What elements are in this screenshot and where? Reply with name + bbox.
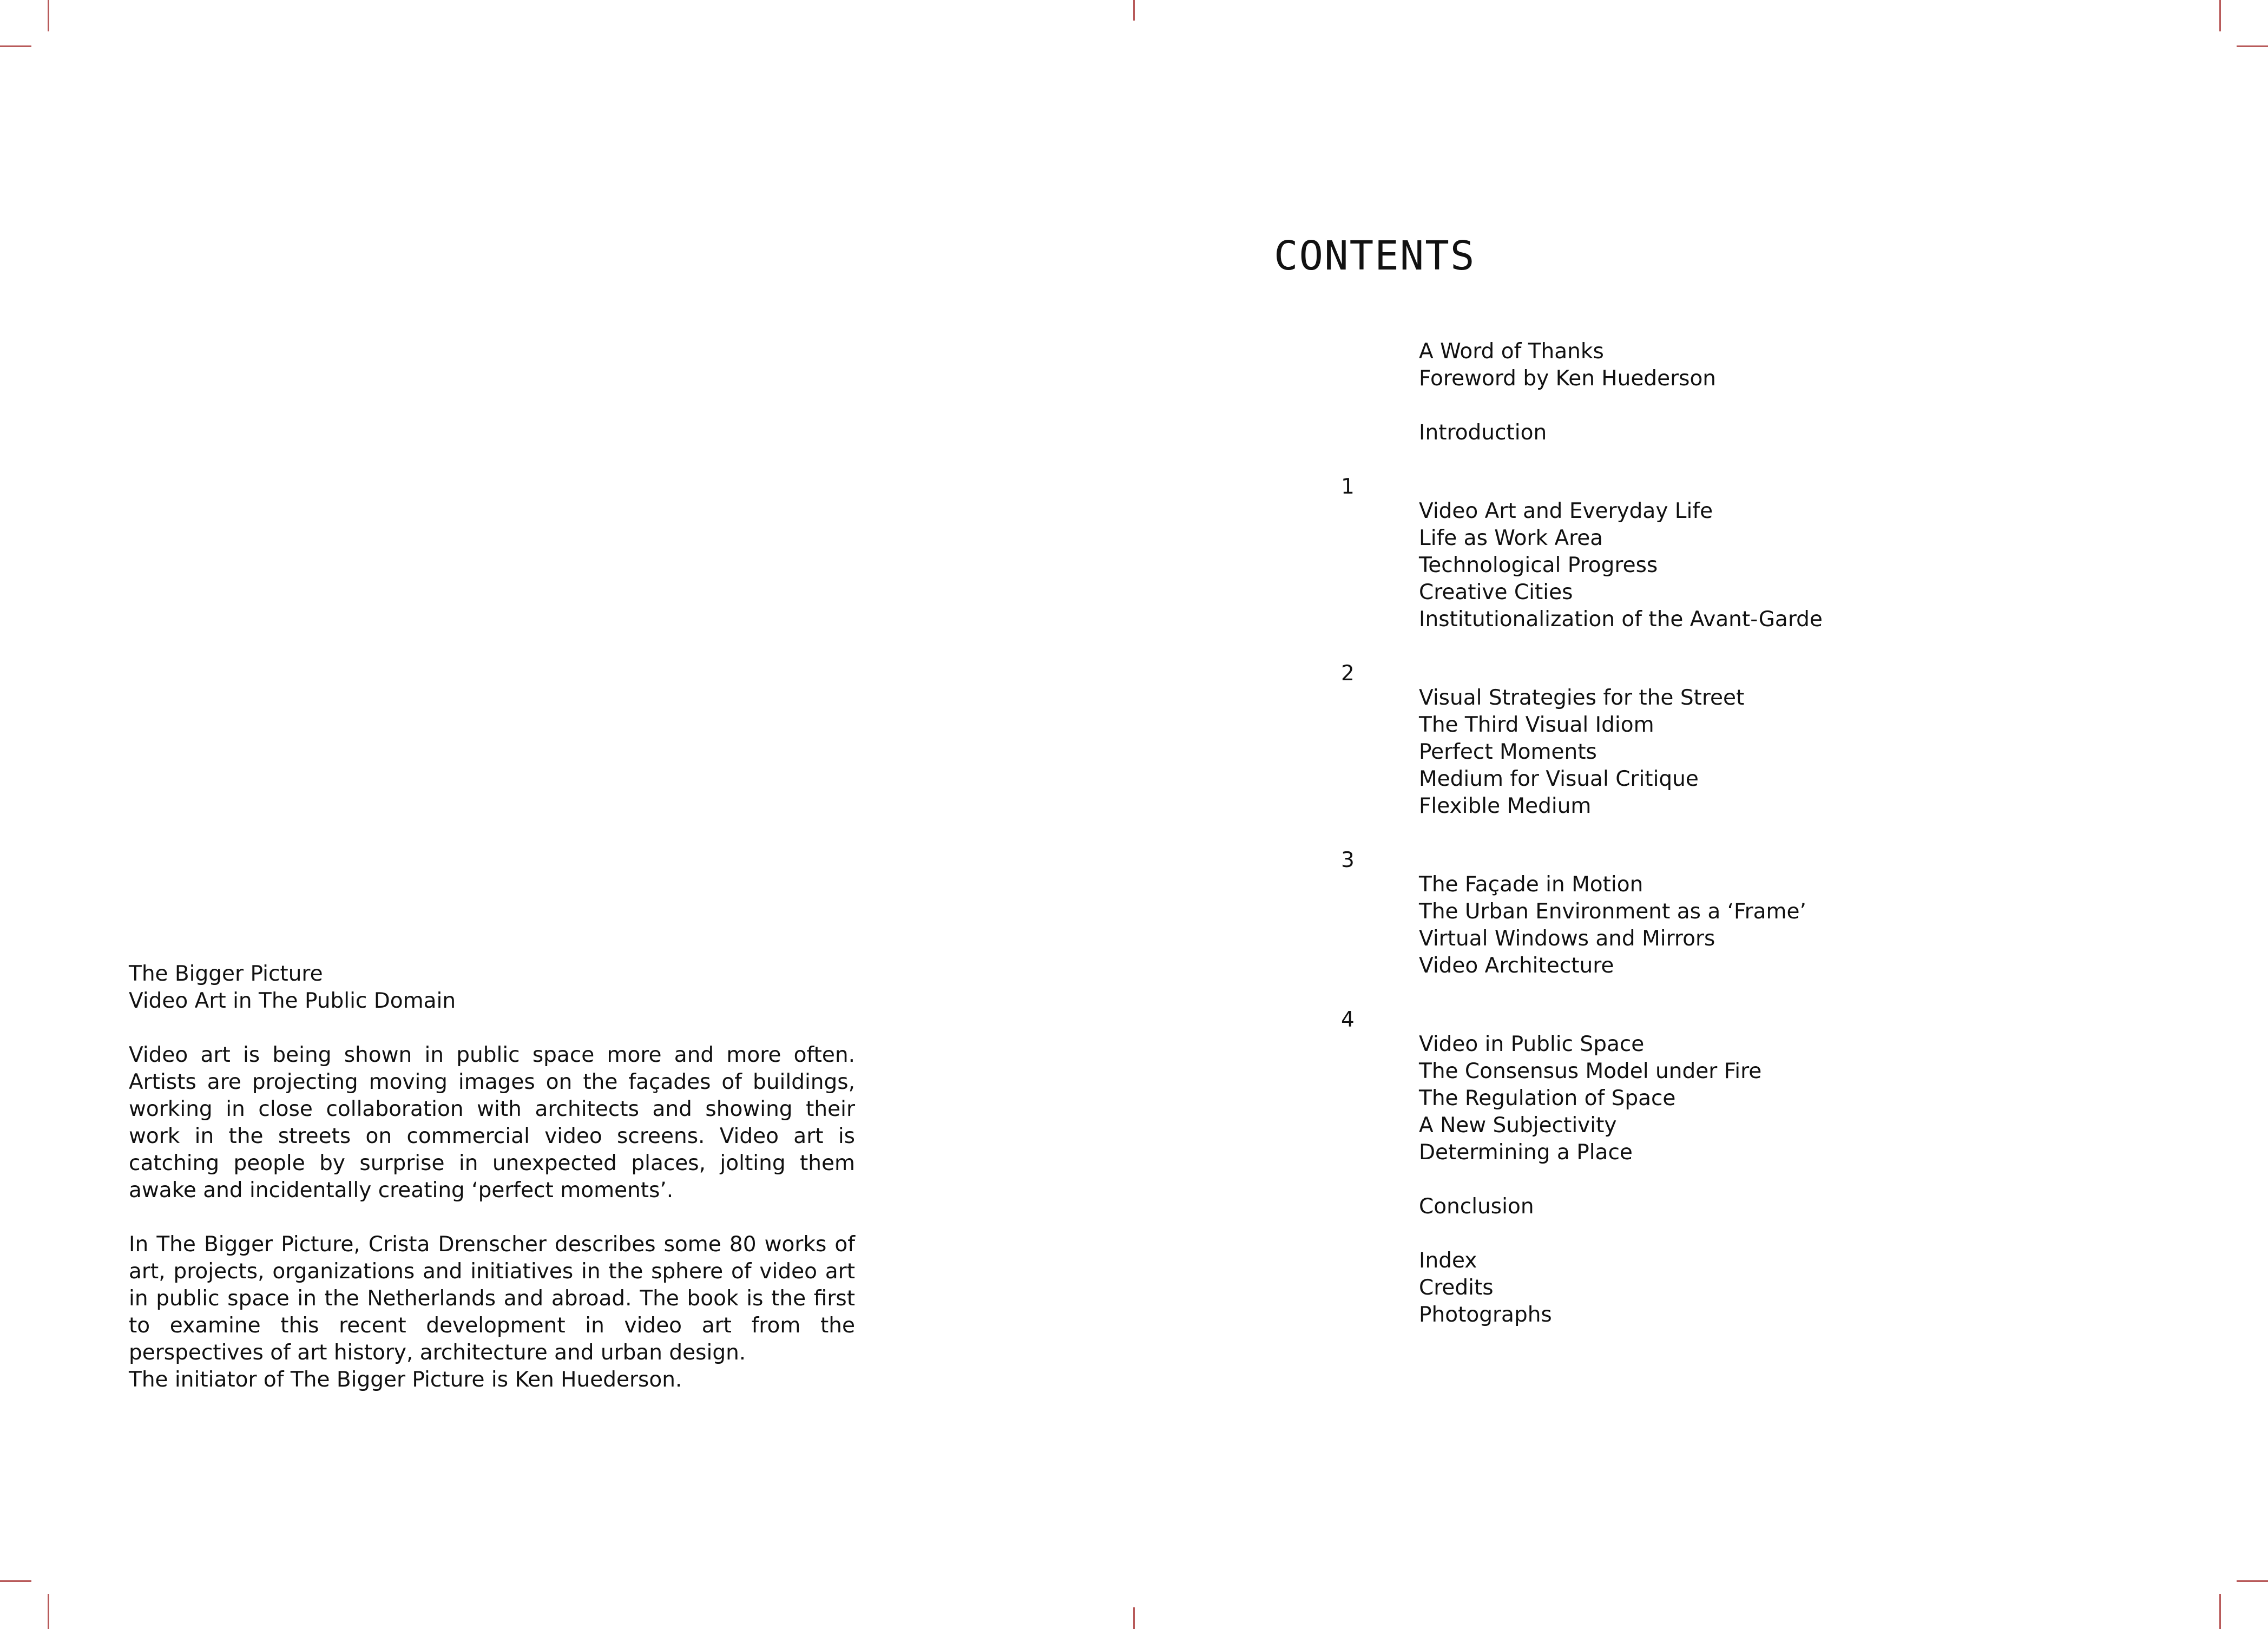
toc-entry — [1274, 1139, 2032, 1166]
crop-mark-top-left — [0, 45, 31, 47]
contents-heading: CONTENTS — [1274, 233, 1476, 279]
toc-entry-label: The Third Visual Idiom — [1419, 713, 1654, 737]
blurb-paragraph: In The Bigger Picture, Crista Drenscher describes some 80 works of art, projects, organizations and initiatives in the sphere of video art in public space in the Netherlands and abroad. The book is the first to examine this recent development in video art from the perspectives of art history, architecture and urban design. — [129, 1232, 855, 1365]
toc-entry — [1274, 766, 2032, 793]
toc-entry — [1274, 1112, 2032, 1139]
toc-entry-label: Determining a Place — [1419, 1140, 1633, 1165]
chapter-number-label: 3 — [1341, 848, 1355, 872]
toc-entry-label: Technological Progress — [1419, 553, 1658, 577]
crop-mark-bottom-right — [2219, 1594, 2221, 1629]
book-subtitle: Video Art in The Public Domain — [129, 989, 456, 1013]
toc-entry-label: The Façade in Motion — [1419, 872, 1644, 897]
toc-entry — [1274, 1247, 2032, 1275]
toc-entry — [1274, 1275, 2032, 1302]
toc-entry — [1274, 739, 2032, 766]
toc-entry — [1274, 1058, 2032, 1085]
toc-entry — [1274, 525, 2032, 552]
crop-mark-bottom-left — [0, 1580, 31, 1582]
chapter-number-label: 4 — [1341, 1008, 1355, 1032]
table-of-contents — [1274, 338, 2032, 1329]
toc-entry-label: Conclusion — [1419, 1194, 1534, 1219]
chapter-number — [1274, 474, 2032, 498]
toc-entry-label: Creative Cities — [1419, 580, 1573, 605]
blurb-paragraph: The initiator of The Bigger Picture is Ken Huederson. — [129, 1368, 682, 1392]
crop-mark-bottom-left — [48, 1594, 49, 1629]
chapter-number-label: 1 — [1341, 475, 1355, 499]
toc-entry-label: Photographs — [1419, 1303, 1552, 1327]
crop-mark-top-left — [48, 0, 49, 31]
toc-entry-label: A Word of Thanks — [1419, 339, 1604, 364]
toc-entry-label: Index — [1419, 1249, 1477, 1273]
crop-mark-top-right — [2219, 0, 2221, 31]
toc-entry — [1274, 1302, 2032, 1329]
toc-entry-label: Video Art and Everyday Life — [1419, 499, 1713, 523]
crop-mark-bottom-center — [1133, 1607, 1135, 1629]
toc-entry — [1274, 1193, 2032, 1220]
toc-entry — [1274, 552, 2032, 579]
toc-entry-label: Credits — [1419, 1276, 1494, 1300]
toc-entry-label: Institutionalization of the Avant-Garde — [1419, 607, 1823, 632]
crop-mark-bottom-right — [2237, 1580, 2268, 1582]
toc-entry — [1274, 712, 2032, 739]
toc-entry — [1274, 953, 2032, 980]
toc-entry-label: The Consensus Model under Fire — [1419, 1059, 1762, 1083]
toc-entry — [1274, 498, 2032, 525]
toc-entry — [1274, 1085, 2032, 1112]
chapter-number — [1274, 660, 2032, 685]
toc-entry-label: Flexible Medium — [1419, 794, 1592, 818]
crop-mark-top-center — [1133, 0, 1135, 21]
toc-entry-label: Video in Public Space — [1419, 1032, 1645, 1056]
toc-entry-label: Life as Work Area — [1419, 526, 1603, 550]
toc-entry — [1274, 1031, 2032, 1058]
toc-entry-label: Foreword by Ken Huederson — [1419, 366, 1717, 391]
toc-entry — [1274, 898, 2032, 925]
toc-entry — [1274, 685, 2032, 712]
blurb-paragraph: Video art is being shown in public space more and more often. Artists are projecting moving images on the façades of buildings, working in close collaboration with architects and showing their work in the streets on commercial video screens. Video art is catching people by surprise in unexpected places, jolting them awake and incidentally creating ‘perfect moments’. — [129, 1043, 855, 1203]
toc-entry-label: The Regulation of Space — [1419, 1086, 1676, 1111]
toc-entry-label: Perfect Moments — [1419, 740, 1597, 764]
toc-entry-label: The Urban Environment as a ‘Frame’ — [1419, 899, 1806, 924]
toc-entry-label: Video Architecture — [1419, 954, 1614, 978]
toc-entry-label: Virtual Windows and Mirrors — [1419, 927, 1715, 951]
toc-entry-label: Introduction — [1419, 421, 1547, 445]
toc-entry — [1274, 871, 2032, 898]
chapter-number — [1274, 1007, 2032, 1031]
toc-entry — [1274, 606, 2032, 633]
book-title: The Bigger Picture — [129, 962, 323, 986]
book-blurb — [129, 961, 855, 1394]
chapter-number-label: 2 — [1341, 661, 1355, 686]
toc-entry — [1274, 925, 2032, 953]
toc-entry-label: Medium for Visual Critique — [1419, 767, 1699, 791]
toc-entry-label: Visual Strategies for the Street — [1419, 686, 1745, 710]
toc-entry — [1274, 579, 2032, 606]
toc-entry — [1274, 793, 2032, 820]
toc-entry — [1274, 338, 2032, 365]
toc-entry — [1274, 365, 2032, 392]
crop-mark-top-right — [2237, 45, 2268, 47]
toc-entry-label: A New Subjectivity — [1419, 1113, 1617, 1138]
toc-entry — [1274, 419, 2032, 446]
chapter-number — [1274, 847, 2032, 871]
